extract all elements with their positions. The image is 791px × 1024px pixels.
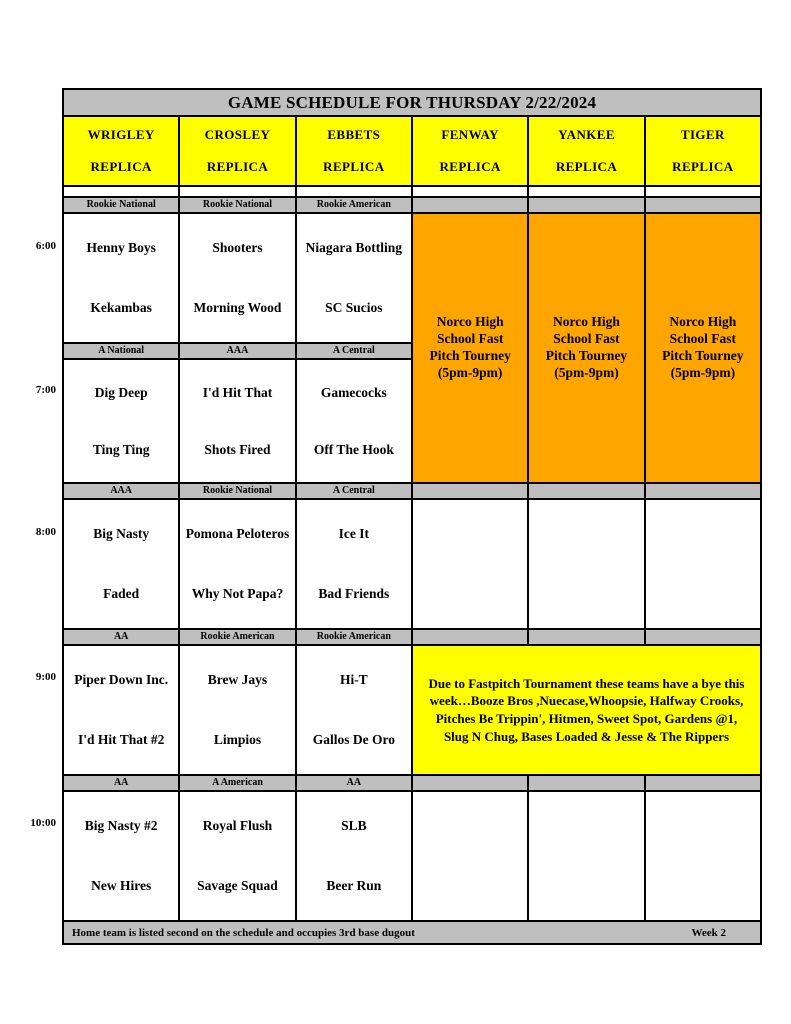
division-strip-empty: [413, 776, 527, 790]
team-away: Gamecocks: [320, 384, 387, 400]
division-strip-empty: [413, 484, 527, 498]
team-away: Shooters: [212, 240, 263, 255]
division-label: Rookie American: [180, 630, 294, 644]
field-subname: REPLICA: [555, 159, 618, 174]
team-away: Dig Deep: [94, 384, 148, 400]
field-subname: REPLICA: [206, 159, 269, 174]
team-away: Hi-T: [339, 672, 368, 687]
team-away: Ice It: [338, 526, 370, 541]
team-home: I'd Hit That #2: [77, 732, 165, 747]
team-home: Morning Wood: [193, 300, 282, 315]
division-label: Rookie American: [297, 198, 411, 212]
field-header-yankee: [529, 117, 643, 185]
schedule-title: GAME SCHEDULE FOR THURSDAY 2/22/2024: [64, 90, 760, 115]
game-cell: [297, 360, 411, 482]
division-label: AAA: [180, 344, 294, 358]
footer-bar: [64, 922, 760, 943]
team-away: Pomona Peloteros: [185, 526, 290, 541]
game-cell: [180, 646, 294, 774]
team-away: Big Nasty #2: [84, 818, 158, 833]
field-name: YANKEE: [558, 127, 615, 142]
division-strip-empty: [646, 484, 760, 498]
bye-note-cell: Due to Fastpitch Tournament these teams have a bye this week…Booze Bros ,Nuecase,Whoopsie, Halfway Crooks, Pitches Be Trippin', Hitmen, Sweet Spot, Gardens @1, Slug N Chug, Bases Loaded & Jesse & The Rippers: [413, 646, 760, 774]
time-label-600: 6:00: [35, 240, 56, 252]
team-home: Kekambas: [90, 300, 152, 315]
empty-game-cell: [646, 792, 760, 920]
field-subname: REPLICA: [90, 159, 152, 174]
team-away: Piper Down Inc.: [74, 672, 169, 687]
team-home: Off The Hook: [313, 441, 394, 457]
team-away: Royal Flush: [202, 818, 273, 833]
field-name: CROSLEY: [204, 127, 271, 142]
division-strip-empty: [413, 630, 527, 644]
field-header-ebbets: [297, 117, 411, 185]
field-subname: REPLICA: [323, 159, 385, 174]
division-strip-empty: [529, 776, 643, 790]
team-home: Savage Squad: [197, 878, 278, 893]
team-home: Faded: [103, 586, 140, 601]
field-header-crosley: [180, 117, 294, 185]
team-home: Why Not Papa?: [191, 586, 284, 601]
tournament-note-cell: Norco High School Fast Pitch Tourney (5pm-9pm): [646, 214, 760, 482]
empty-game-cell: [413, 500, 527, 628]
division-label: AAA: [64, 484, 178, 498]
team-home: Limpios: [213, 732, 262, 747]
division-label: Rookie National: [180, 484, 294, 498]
spacer-cell: [529, 187, 643, 196]
schedule-table: [62, 88, 762, 945]
division-label: Rookie National: [64, 198, 178, 212]
game-cell: [64, 214, 178, 342]
game-cell: [297, 646, 411, 774]
division-strip-empty: [529, 630, 643, 644]
division-strip-empty: [413, 198, 527, 212]
time-label-900: 9:00: [35, 671, 56, 683]
team-home: Gallos De Oro: [312, 732, 395, 747]
spacer-cell: [180, 187, 294, 196]
team-home: Shots Fired: [204, 441, 271, 457]
division-strip-empty: [646, 776, 760, 790]
division-label: A Central: [297, 484, 411, 498]
division-strip-empty: [646, 198, 760, 212]
division-strip-empty: [529, 198, 643, 212]
division-label: AA: [297, 776, 411, 790]
tournament-note-cell: Norco High School Fast Pitch Tourney (5pm-9pm): [529, 214, 643, 482]
team-home: Ting Ting: [92, 441, 150, 457]
game-cell: [297, 500, 411, 628]
game-cell: [180, 360, 294, 482]
team-home: Beer Run: [326, 878, 382, 893]
game-cell: [297, 792, 411, 920]
field-name: EBBETS: [327, 127, 381, 142]
game-cell: [64, 500, 178, 628]
division-label: A American: [180, 776, 294, 790]
team-home: Bad Friends: [318, 586, 390, 601]
team-away: SLB: [341, 818, 367, 833]
tournament-note-cell: Norco High School Fast Pitch Tourney (5pm-9pm): [413, 214, 527, 482]
time-label-700: 7:00: [35, 384, 56, 396]
division-strip-empty: [529, 484, 643, 498]
empty-game-cell: [529, 500, 643, 628]
time-label-800: 8:00: [35, 526, 56, 538]
division-strip-empty: [646, 630, 760, 644]
team-away: Henny Boys: [86, 240, 156, 255]
game-cell: [64, 646, 178, 774]
division-label: Rookie American: [297, 630, 411, 644]
empty-game-cell: [413, 792, 527, 920]
division-label: Rookie National: [180, 198, 294, 212]
team-away: I'd Hit That: [202, 384, 273, 400]
game-cell: [180, 214, 294, 342]
footer-note: Home team is listed second on the schedule and occupies 3rd base dugout: [72, 926, 415, 939]
empty-game-cell: [646, 500, 760, 628]
time-label-1000: 10:00: [30, 817, 56, 829]
division-label: A Central: [297, 344, 411, 358]
team-home: SC Sucios: [325, 300, 383, 315]
spacer-cell: [413, 187, 527, 196]
game-cell: [64, 792, 178, 920]
game-cell: [180, 500, 294, 628]
game-cell: [180, 792, 294, 920]
field-header-fenway: [413, 117, 527, 185]
field-subname: REPLICA: [672, 159, 734, 174]
division-label: AA: [64, 776, 178, 790]
spacer-cell: [297, 187, 411, 196]
field-subname: REPLICA: [439, 159, 501, 174]
week-label: Week 2: [691, 926, 726, 939]
empty-game-cell: [529, 792, 643, 920]
field-header-tiger: [646, 117, 760, 185]
division-label: A National: [64, 344, 178, 358]
field-header-wrigley: [64, 117, 178, 185]
field-name: TIGER: [680, 127, 725, 142]
team-away: Brew Jays: [207, 672, 268, 687]
spacer-cell: [646, 187, 760, 196]
field-name: FENWAY: [441, 127, 499, 142]
game-cell: [64, 360, 178, 482]
field-name: WRIGLEY: [87, 127, 155, 142]
game-cell: [297, 214, 411, 342]
team-away: Big Nasty: [93, 526, 150, 541]
division-label: AA: [64, 630, 178, 644]
team-away: Niagara Bottling: [305, 240, 403, 255]
team-home: New Hires: [91, 878, 152, 893]
spacer-cell: [64, 187, 178, 196]
